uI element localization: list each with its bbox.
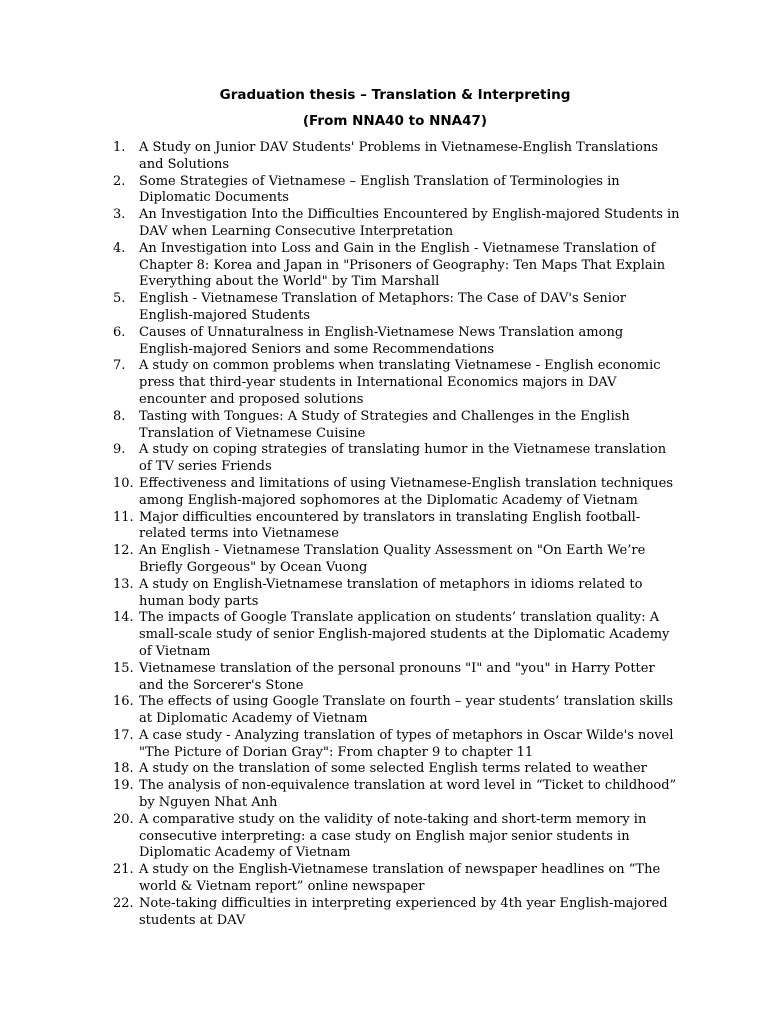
- list-item-text: The analysis of non-equivalence translation at word level in “Ticket to childhood” by Nguyen Nhat Anh: [139, 778, 677, 811]
- list-item: [0, 812, 768, 862]
- document-title: Graduation thesis – Translation & Interpreting: [219, 87, 571, 103]
- list-item-number: 9.: [113, 442, 126, 458]
- list-item-number: 13.: [113, 576, 134, 592]
- list-item: [0, 761, 768, 778]
- list-item: [0, 728, 768, 762]
- list-item-text: The effects of using Google Translate on fourth – year students’ translation skills at Diplomatic Academy of Vietnam: [139, 694, 673, 727]
- list-item-text: A study on the translation of some selected English terms related to weather: [139, 761, 647, 777]
- list-item: [0, 241, 768, 291]
- list-item-number: 20.: [113, 811, 134, 827]
- list-item-number: 18.: [113, 761, 134, 777]
- list-item-text: Tasting with Tongues: A Study of Strategies and Challenges in the English Translation of Vietnamese Cuisine: [139, 408, 630, 441]
- list-item-text: Vietnamese translation of the personal pronouns "I" and "you" in Harry Potter and the Sorcerer's Stone: [139, 660, 655, 693]
- list-item-number: 15.: [113, 660, 134, 676]
- list-item-number: 22.: [113, 895, 134, 911]
- list-item: [0, 174, 768, 208]
- list-item: [0, 207, 768, 241]
- list-item: [0, 543, 768, 577]
- list-item-number: 5.: [113, 291, 126, 307]
- list-item: [0, 778, 768, 812]
- list-item-number: 4.: [113, 240, 126, 256]
- list-item-number: 8.: [113, 408, 126, 424]
- list-item-text: The impacts of Google Translate application on students’ translation quality: A small-scale study of senior English-majored students at the Diplomatic Academy of Vietnam: [139, 610, 670, 659]
- list-item-number: 7.: [113, 358, 126, 374]
- list-item-text: Effectiveness and limitations of using Vietnamese-English translation techniques among English-majored sophomores at the Diplomatic Academy of Vietnam: [139, 475, 674, 508]
- list-item: [0, 661, 768, 695]
- list-item-number: 14.: [113, 610, 134, 626]
- list-item-number: 21.: [113, 862, 134, 878]
- list-item-number: 6.: [113, 324, 126, 340]
- list-item: [0, 896, 768, 930]
- list-item-text: An Investigation into Loss and Gain in the English - Vietnamese Translation of Chapter 8: Korea and Japan in "Prisoners of Geography: Ten Maps That Explain Everything about the World" by Tim Marshall: [139, 240, 666, 290]
- list-item: [0, 577, 768, 611]
- list-item-number: 2.: [113, 173, 126, 189]
- list-item-text: A study on English-Vietnamese translation of metaphors in idioms related to human body parts: [139, 576, 643, 609]
- list-item-number: 3.: [113, 207, 126, 223]
- list-item: [0, 510, 768, 544]
- list-item-text: A comparative study on the validity of note-taking and short-term memory in consecutive interpreting: a case study on English major senior students in Diplomatic Academy of Vietnam: [139, 811, 647, 861]
- list-item: [0, 325, 768, 359]
- list-item: [0, 358, 768, 408]
- list-item-text: Major difficulties encountered by translators in translating English football-related terms into Vietnamese: [139, 509, 641, 542]
- list-item: [0, 862, 768, 896]
- list-item-text: English - Vietnamese Translation of Metaphors: The Case of DAV's Senior English-majored Students: [139, 291, 626, 323]
- list-item-number: 10.: [113, 475, 134, 491]
- list-item-text: A Study on Junior DAV Students' Problems in Vietnamese-English Translations and Solutions: [139, 140, 659, 172]
- list-item-text: Causes of Unnaturalness in English-Vietnamese News Translation among English-majored Seniors and some Recommendations: [139, 324, 624, 357]
- list-item-text: A study on coping strategies of translating humor in the Vietnamese translation of TV series Friends: [139, 442, 667, 475]
- list-item: [0, 610, 768, 660]
- list-item-number: 11.: [113, 509, 134, 525]
- list-item: [0, 442, 768, 476]
- list-item-text: An Investigation Into the Difficulties Encountered by English-majored Students in DAV when Learning Consecutive Interpretation: [139, 207, 680, 239]
- list-item: [0, 140, 768, 174]
- thesis-list: [0, 140, 768, 929]
- list-item-text: Note-taking difficulties in interpreting experienced by 4th year English-majored students at DAV: [139, 895, 668, 928]
- document-subtitle: (From NNA40 to NNA47): [302, 113, 488, 129]
- list-item-number: 1.: [113, 140, 126, 155]
- list-item: [0, 291, 768, 325]
- list-item: [0, 476, 768, 510]
- list-item-number: 16.: [113, 694, 134, 710]
- list-item-text: A study on the English-Vietnamese translation of newspaper headlines on “The world & Vietnam report” online newspaper: [139, 862, 661, 895]
- list-item: [0, 694, 768, 728]
- list-item: [0, 409, 768, 443]
- list-item-text: A study on common problems when translating Vietnamese - English economic press that third-year students in International Economics majors in DAV encounter and proposed solutions: [139, 358, 661, 407]
- list-item-number: 19.: [113, 778, 134, 794]
- list-item-text: Some Strategies of Vietnamese – English Translation of Terminologies in Diplomatic Documents: [139, 173, 620, 206]
- list-item-text: A case study - Analyzing translation of types of metaphors in Oscar Wilde's novel "The Picture of Dorian Gray": From chapter 9 to chapter 11: [139, 727, 674, 760]
- list-item-number: 17.: [113, 727, 134, 743]
- list-item-number: 12.: [113, 543, 134, 559]
- list-item-text: An English - Vietnamese Translation Quality Assessment on "On Earth We’re Briefly Gorgeous" by Ocean Vuong: [139, 543, 646, 575]
